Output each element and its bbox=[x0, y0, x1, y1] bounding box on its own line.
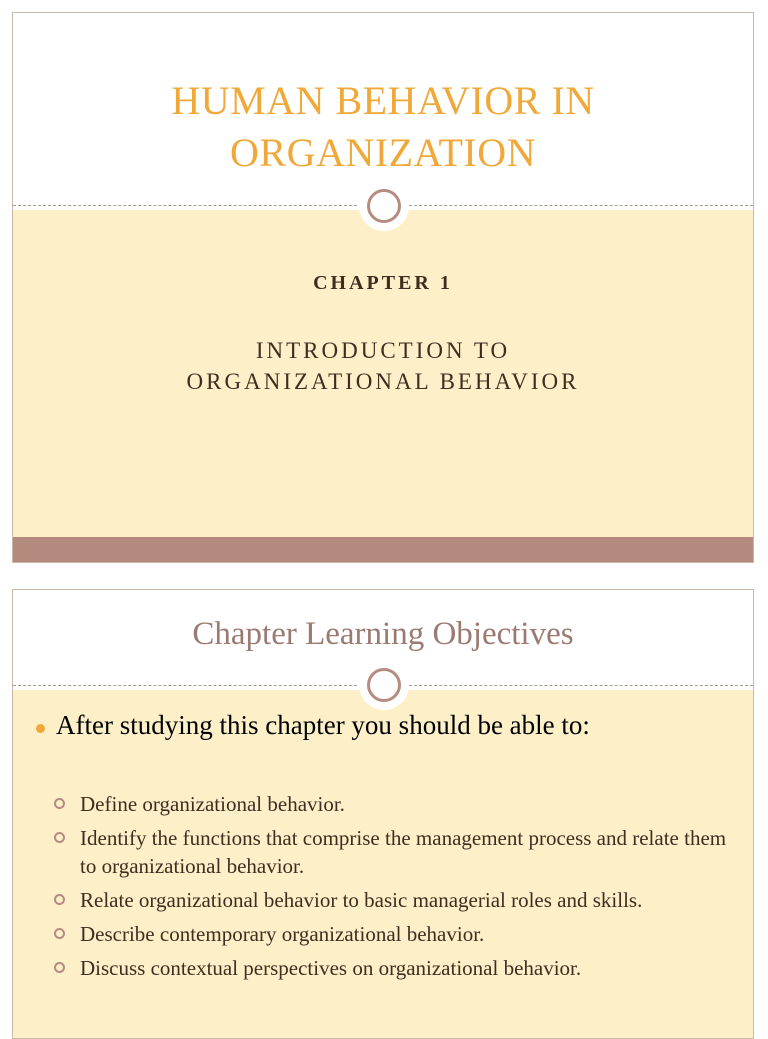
main-title-line-1: HUMAN BEHAVIOR IN bbox=[171, 78, 595, 123]
objective-text: Discuss contextual perspectives on organizational behavior. bbox=[80, 956, 582, 980]
title-area bbox=[13, 13, 753, 205]
objective-text: Describe contemporary organizational behavior. bbox=[80, 922, 485, 946]
subtitle-line-2: ORGANIZATIONAL BEHAVIOR bbox=[186, 369, 580, 394]
circle-bullet-icon bbox=[54, 798, 65, 809]
circle-bullet-icon bbox=[54, 928, 65, 939]
list-item bbox=[13, 824, 753, 880]
circle-bullet-icon bbox=[54, 832, 65, 843]
list-item bbox=[13, 920, 753, 948]
objectives-list bbox=[13, 790, 753, 988]
circle-bullet-icon bbox=[54, 894, 65, 905]
circle-bullet-icon bbox=[54, 962, 65, 973]
chapter-label: CHAPTER 1 bbox=[313, 272, 453, 294]
main-bullet-text: After studying this chapter you should be able to: bbox=[56, 710, 590, 740]
objective-text: Define organizational behavior. bbox=[80, 792, 345, 816]
main-bullet bbox=[13, 710, 753, 750]
main-title-line-2: ORGANIZATION bbox=[230, 130, 536, 175]
ring-ornament-icon bbox=[359, 181, 409, 231]
list-item bbox=[13, 954, 753, 982]
ring-ornament-icon bbox=[359, 660, 409, 710]
title-slide bbox=[12, 12, 754, 563]
chapter-subtitle bbox=[13, 335, 753, 397]
objective-text: Relate organizational behavior to basic managerial roles and skills. bbox=[80, 888, 643, 912]
objective-text: Identify the functions that comprise the management process and relate them to organizational behavior. bbox=[80, 826, 727, 878]
objectives-slide bbox=[12, 589, 754, 1039]
list-item bbox=[13, 790, 753, 818]
subtitle-line-1: INTRODUCTION TO bbox=[255, 338, 511, 363]
bullet-dot-icon bbox=[36, 724, 45, 733]
slide-title: Chapter Learning Objectives bbox=[192, 616, 574, 652]
main-title bbox=[13, 75, 753, 179]
bottom-band bbox=[13, 537, 753, 563]
list-item bbox=[13, 886, 753, 914]
